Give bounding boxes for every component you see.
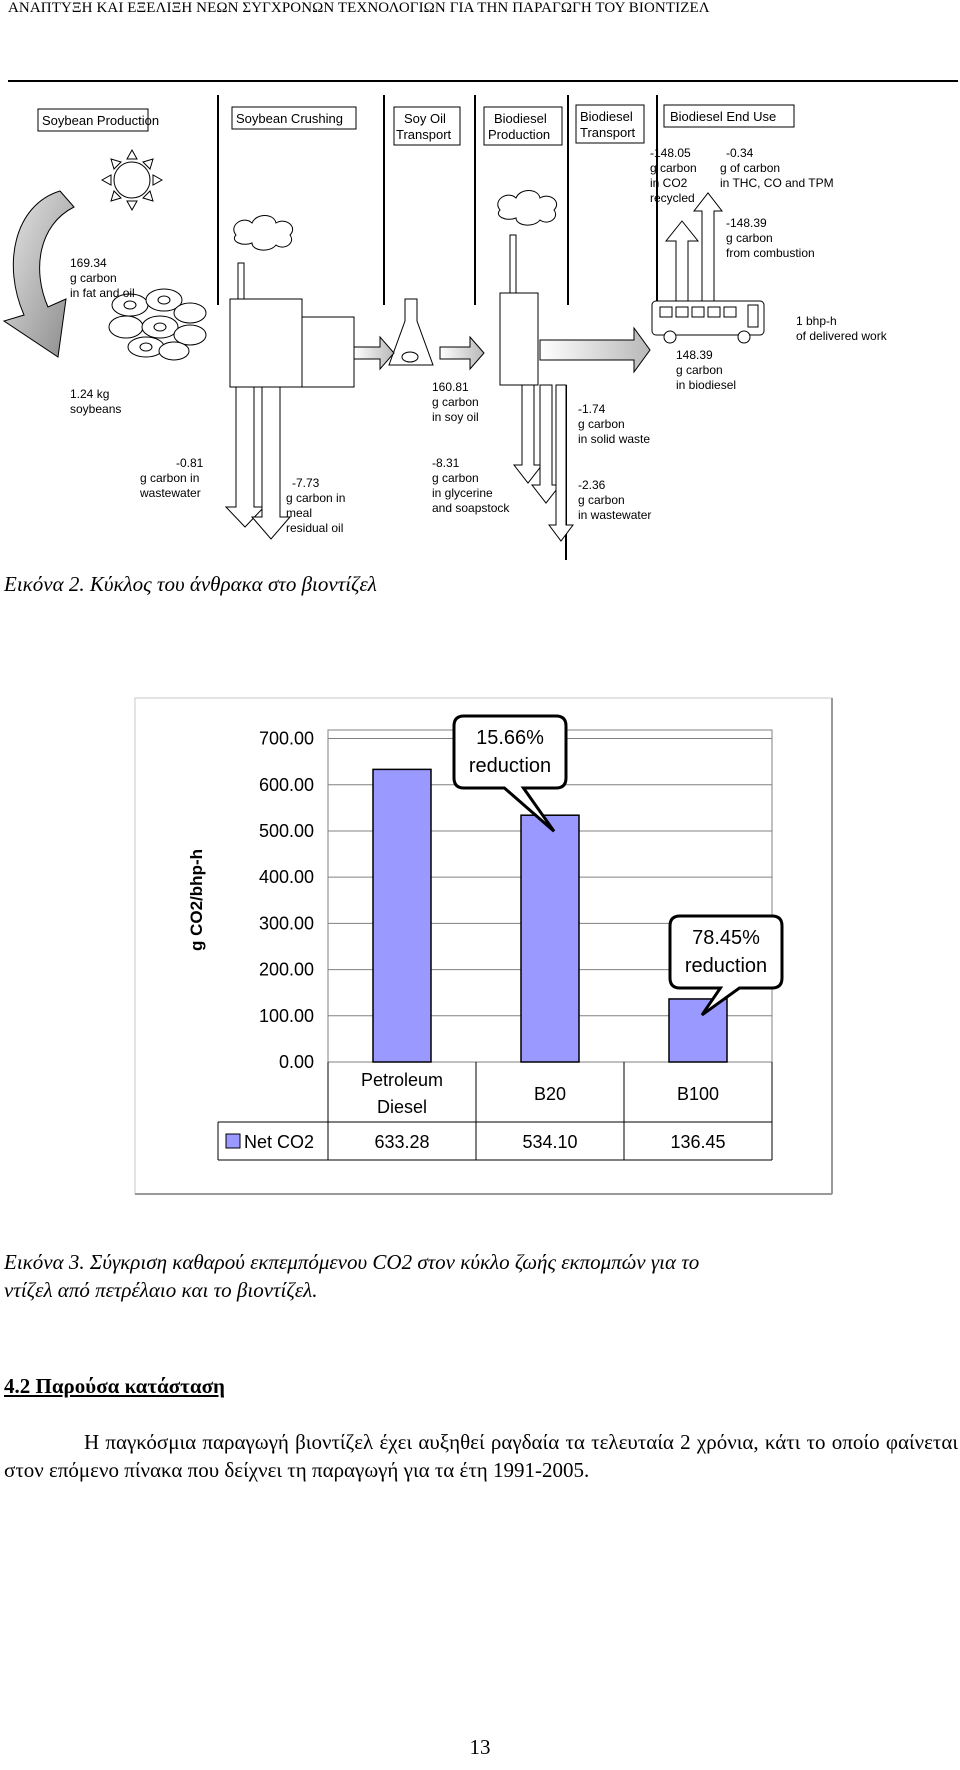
- recycle-arrow: [694, 193, 722, 301]
- callout-text: reduction: [684, 955, 768, 977]
- data-table-value: 534.10: [522, 1132, 578, 1152]
- y-tick-label: 600.00: [258, 774, 314, 795]
- y-tick-label: 700.00: [258, 728, 314, 749]
- photosynthesis-arrow: [4, 191, 74, 357]
- legend-swatch: [226, 1134, 240, 1148]
- meal-label: -7.73 g carbon in meal residual oil: [286, 476, 346, 535]
- stage-label: Soy Oil: [404, 111, 446, 126]
- data-table-value: 633.28: [374, 1132, 430, 1152]
- stage-label: Biodiesel: [494, 111, 547, 126]
- figure-3-caption-line-1: Εικόνα 3. Σύγκριση καθαρού εκπεμπόμενου CO2 στον κύκλο ζωής εκπομπών για το: [4, 1250, 700, 1274]
- emission-arrow: [549, 385, 573, 541]
- paragraph-text: Η παγκόσμια παραγωγή βιοντίζελ έχει αυξηθεί ραγδαία τα τελευταία 2 χρόνια, κάτι το οποίο φαίνεται στον επόμενο πίνακα που δείχνει τη παραγωγή για τα έτη 1991-2005.: [4, 1430, 958, 1482]
- glycerine-label: -8.31 g carbon in glycerine and soapstock: [432, 456, 510, 515]
- page-number: 13: [469, 1735, 491, 1759]
- cloud-icon: [498, 191, 557, 226]
- figure-2-caption: Εικόνα 2. Κύκλος του άνθρακα στο βιοντίζελ: [4, 572, 377, 596]
- flow-arrow: [540, 328, 650, 372]
- bar: [669, 999, 727, 1062]
- flask-icon: [389, 299, 433, 365]
- recycle-arrow: [666, 221, 698, 301]
- solid-waste-label: -1.74 g carbon in solid waste: [578, 402, 651, 446]
- y-axis-label: g CO2/bhp-h: [187, 849, 206, 951]
- emission-arrow: [252, 387, 290, 539]
- flow-arrow: [354, 337, 394, 369]
- wastewater-label-1: -0.81 g carbon in wastewater: [140, 456, 204, 500]
- stage-label: Transport: [396, 127, 452, 142]
- biodiesel-plant-icon: [500, 235, 538, 385]
- stage-label: Transport: [580, 125, 636, 140]
- y-tick-label: 100.00: [258, 1005, 314, 1026]
- running-header: ΑΝΑΠΤΥΞΗ ΚΑΙ ΕΞΕΛΙΞΗ ΝΕΩΝ ΣΥΓΧΡΟΝΩΝ ΤΕΧΝΟΛΟΓΙΩΝ ΓΙΑ ΤΗΝ ΠΑΡΑΓΩΓΗ ΤΟΥ ΒΙΟΝΤΙΖΕΛ: [8, 0, 710, 16]
- section-heading: 4.2 Παρούσα κατάσταση: [4, 1374, 225, 1398]
- bar: [373, 769, 431, 1062]
- cloud-icon: [234, 216, 293, 251]
- category-label: B20: [533, 1084, 567, 1104]
- crushing-plant-icon: [230, 263, 354, 387]
- combustion-label: -148.39 g carbon from combustion: [726, 216, 815, 260]
- sun-icon: [102, 150, 162, 210]
- y-tick-label: 500.00: [258, 820, 314, 841]
- bhp-label: 1 bhp-h of delivered work: [796, 314, 887, 343]
- category-label: Petroleum: [360, 1070, 444, 1090]
- soybeans-label: 1.24 kg soybeans: [70, 387, 122, 416]
- net-co2-bar-chart: [0, 690, 960, 1210]
- stage-label: Biodiesel End Use: [670, 109, 777, 124]
- category-label: B100: [676, 1084, 720, 1104]
- carbon-cycle-diagram: [0, 95, 960, 565]
- bar: [521, 815, 579, 1062]
- y-tick-label: 0.00: [278, 1052, 314, 1072]
- recycled-label: -148.05 g carbon in CO2 recycled: [650, 146, 697, 205]
- header-rule: [8, 80, 958, 82]
- category-label: Diesel: [376, 1097, 428, 1117]
- flow-arrow: [440, 337, 484, 369]
- soy-oil-label: 160.81 g carbon in soy oil: [432, 380, 479, 424]
- in-biodiesel-label: 148.39 g carbon in biodiesel: [676, 348, 737, 392]
- thc-label: -0.34 g of carbon in THC, CO and TPM: [720, 146, 834, 190]
- emission-arrow: [514, 385, 542, 483]
- stage-label: Soybean Production: [42, 113, 160, 128]
- figure-3-caption-line-2: ντίζελ από πετρέλαιο και το βιοντίζελ.: [4, 1278, 318, 1302]
- stage-label: Production: [488, 127, 551, 142]
- y-tick-label: 400.00: [258, 867, 314, 888]
- wastewater-label-2: -2.36 g carbon in wastewater: [578, 478, 652, 522]
- legend-label: Net CO2: [244, 1132, 315, 1152]
- bus-icon: [652, 301, 764, 343]
- fat-oil-label: 169.34 g carbon in fat and oil: [70, 256, 135, 300]
- y-tick-label: 300.00: [258, 913, 314, 934]
- emission-arrow: [226, 387, 264, 527]
- stage-label: Biodiesel: [580, 109, 633, 124]
- data-table-value: 136.45: [670, 1132, 726, 1152]
- callout-text: reduction: [468, 755, 552, 777]
- stage-label: Soybean Crushing: [236, 111, 343, 126]
- y-tick-label: 200.00: [258, 959, 314, 980]
- body-paragraph: [4, 1428, 958, 1484]
- callout-text: 78.45%: [692, 927, 760, 949]
- callout-text: 15.66%: [476, 727, 544, 749]
